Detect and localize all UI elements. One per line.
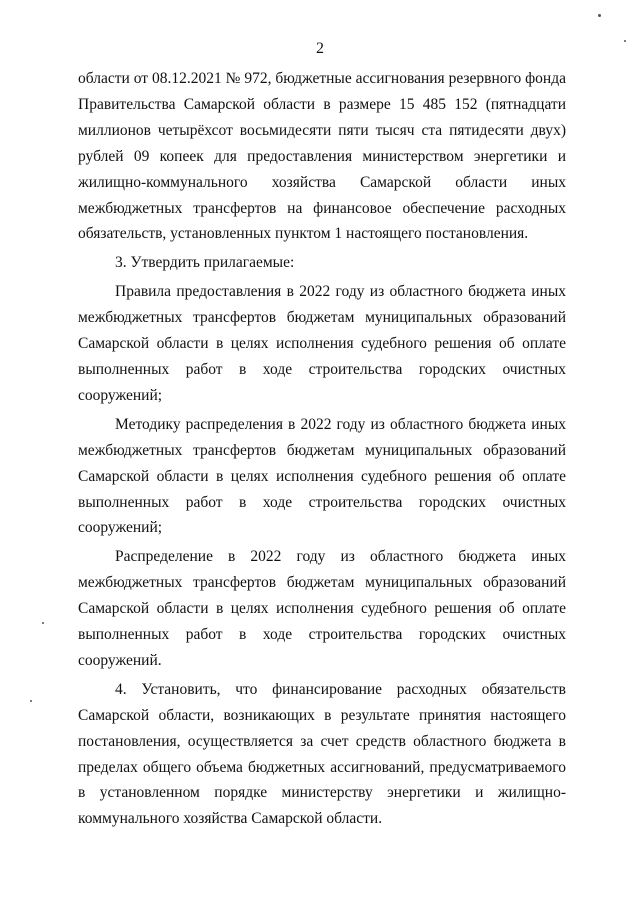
paragraph-item-3: 3. Утвердить прилагаемые: — [115, 254, 295, 272]
scan-speck — [598, 14, 601, 17]
page-number: 2 — [316, 40, 324, 57]
scan-speck — [30, 700, 32, 702]
scan-speck — [42, 622, 44, 624]
scan-speck — [624, 40, 626, 42]
document-body — [78, 66, 566, 832]
paragraph-continuation: области от 08.12.2021 № 972, бюджетные ассигнования резервного фонда Правительства Самарской области в размере 15 485 152 (пятнадцати миллионов четырёхсот восьмидесяти пяти тысяч ста пятидесяти двух) рублей 09 копеек для предоставления министерством энергетики и жилищно-коммунального хозяйства Самарской области иных межбюджетных трансфертов на финансовое обеспечение расходных обязательств, установленных пунктом 1 настоящего постановления. — [78, 70, 566, 243]
paragraph-item-4: 4. Установить, что финансирование расходных обязательств Самарской области, возникающих в результате принятия настоящего постановления, осуществляется за счет средств областного бюджета в пределах общего объема бюджетных ассигнований, предусматриваемого в установленном порядке министерству энергетики и жилищно-коммунального хозяйства Самарской области. — [78, 680, 566, 828]
paragraph-methodology: Методику распределения в 2022 году из областного бюджета иных межбюджетных трансфертов бюджетам муниципальных образований Самарской области в целях исполнения судебного решения об оплате выполненных работ в ходе строительства городских очистных сооружений; — [78, 415, 566, 537]
paragraph-distribution: Распределение в 2022 году из областного бюджета иных межбюджетных трансфертов бюджетам муниципальных образований Самарской области в целях исполнения судебного решения об оплате выполненных работ в ходе строительства городских очистных сооружений. — [78, 548, 566, 669]
paragraph-rules: Правила предоставления в 2022 году из областного бюджета иных межбюджетных трансфертов бюджетам муниципальных образований Самарской области в целях исполнения судебного решения об оплате выполненных работ в ходе строительства городских очистных сооружений; — [78, 283, 566, 404]
